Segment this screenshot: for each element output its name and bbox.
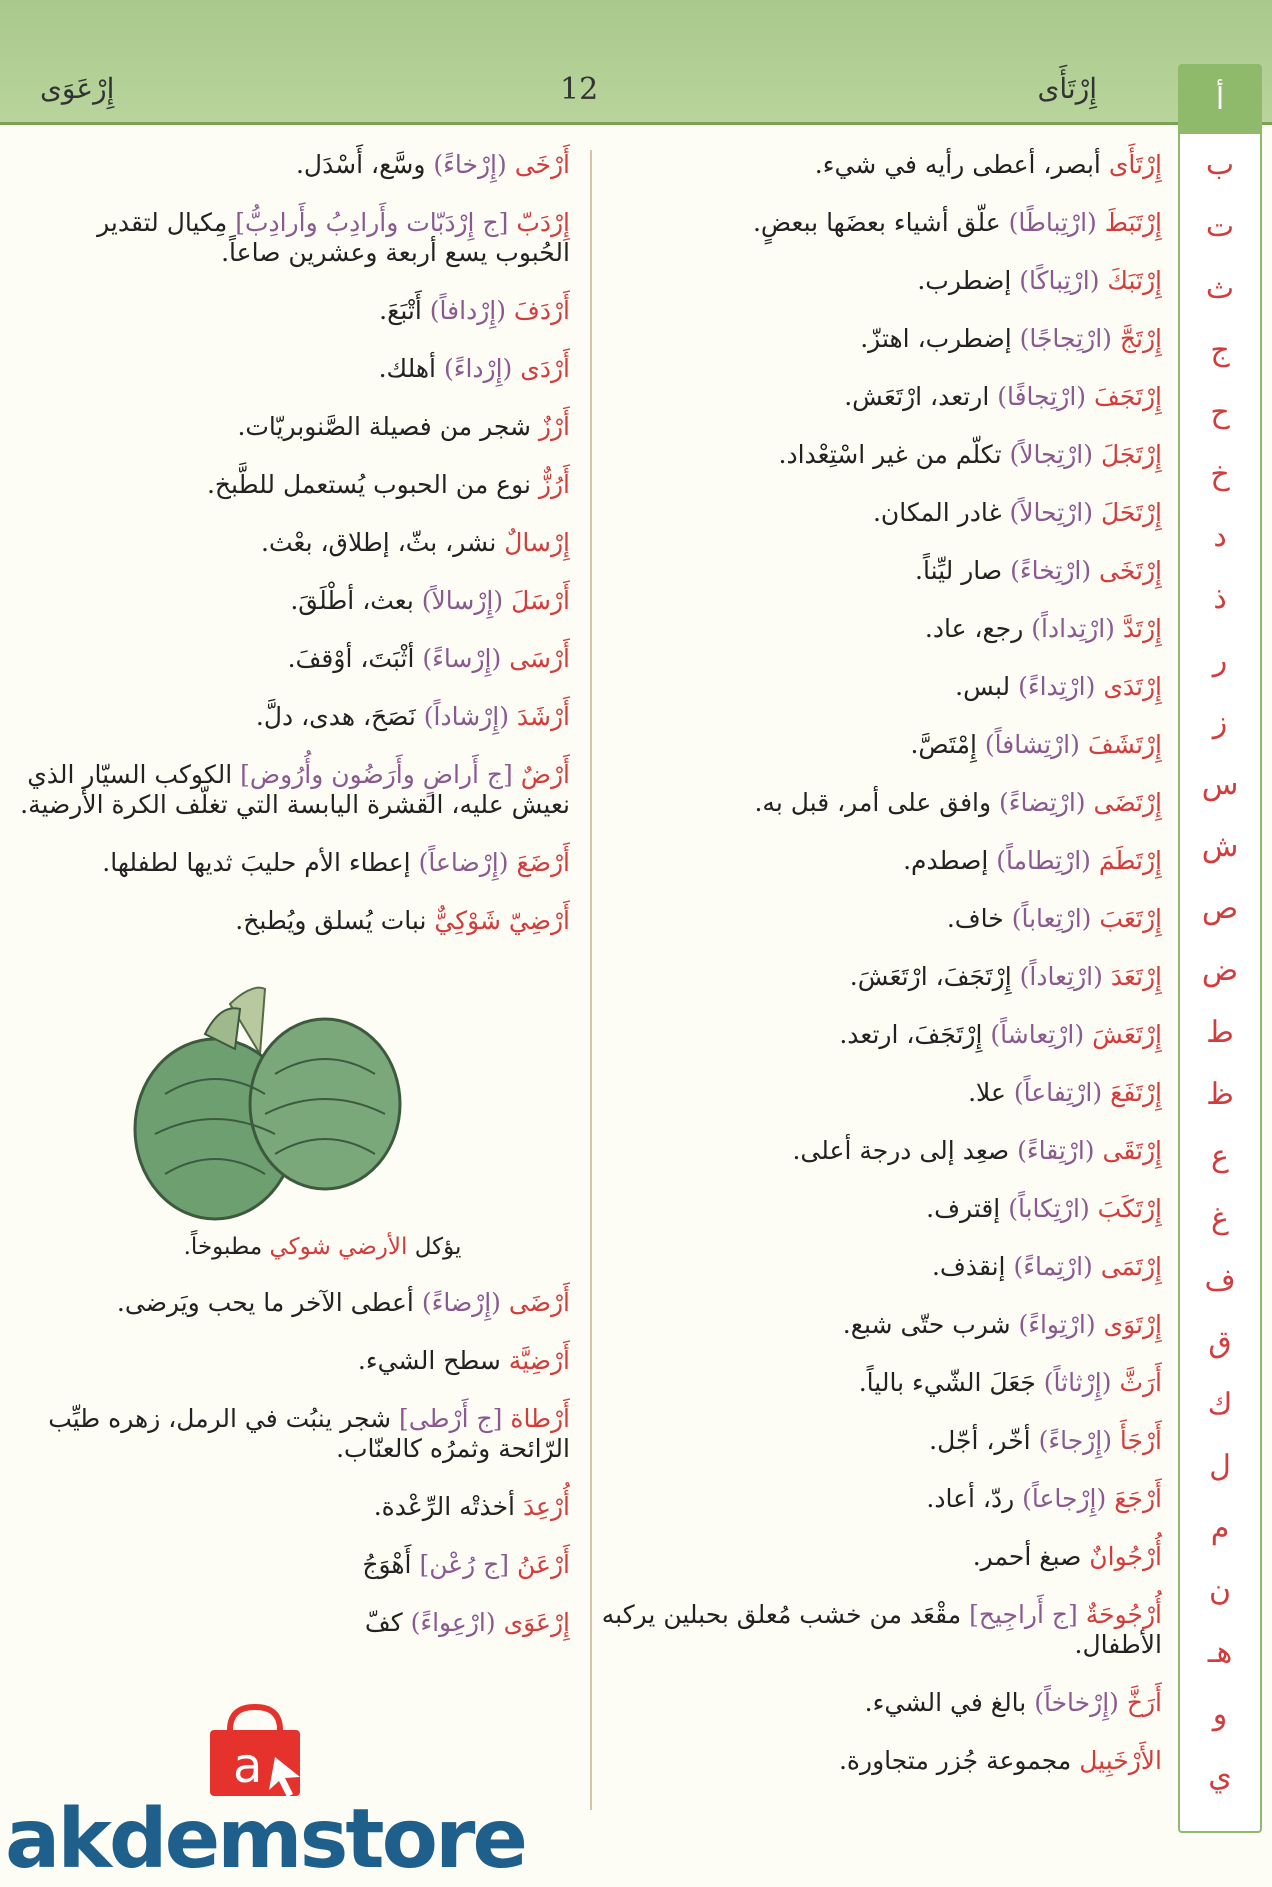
entry-definition: شجر ينبُت في الرمل، زهره طيِّب الرّائحة وثمرُه كالعنّاب.: [48, 1404, 570, 1463]
entry-masdar: (ارْتِجالاً): [1009, 440, 1093, 469]
alphabet-letter-tab[interactable]: ف: [1204, 1263, 1236, 1298]
entry-masdar: (ارْتِطاماً): [996, 846, 1091, 875]
entry-definition: مجموعة جُزر متجاورة.: [838, 1746, 1072, 1775]
dictionary-entry: [572, 556, 1162, 586]
alphabet-letter-tab[interactable]: ح: [1210, 395, 1230, 430]
dictionary-entry: [572, 1136, 1162, 1166]
entry-definition: صار ليِّناً.: [915, 556, 1003, 585]
dictionary-entry: [15, 470, 570, 500]
figure-caption: [75, 1234, 570, 1260]
dictionary-entry: [572, 1426, 1162, 1456]
entry-masdar: (ارْتِواءً): [1018, 1310, 1096, 1339]
alphabet-letter-tab[interactable]: س: [1201, 767, 1239, 802]
dictionary-entry: [15, 528, 570, 558]
caption-highlight: الأرضي شوكي: [269, 1234, 408, 1260]
entry-masdar: [ج أَراجِيح]: [969, 1600, 1078, 1629]
entry-definition: ردّ، أعاد.: [926, 1484, 1015, 1513]
alphabet-letter-tab[interactable]: ج: [1210, 333, 1230, 368]
dictionary-entry: [572, 1194, 1162, 1224]
dictionary-entry: [15, 1288, 570, 1318]
entry-definition: سطح الشيء.: [357, 1346, 501, 1375]
entry-masdar: (ارْعِواءً): [410, 1608, 496, 1637]
dictionary-entry: [572, 1688, 1162, 1718]
entry-headword: أَرْسَلَ: [511, 586, 570, 615]
entry-headword: إِرْعَوَى: [503, 1608, 570, 1637]
dictionary-entry: [572, 904, 1162, 934]
entry-headword: أُرْجُوحَةٌ: [1085, 1600, 1162, 1629]
alphabet-letter-tab[interactable]: د: [1213, 519, 1227, 554]
dictionary-entry: [572, 1252, 1162, 1282]
entry-masdar: (ارْتِجاجًا): [1019, 324, 1112, 353]
entry-definition: كفّ: [364, 1608, 403, 1637]
entry-headword: أَرْدَى: [520, 354, 570, 383]
svg-text:a: a: [233, 1738, 263, 1794]
entry-headword: إِرْتَضَى: [1093, 788, 1162, 817]
entry-definition: نبات يُسلق ويُطبخ.: [235, 906, 427, 935]
entry-definition: إقترف.: [926, 1194, 1001, 1223]
cart-logo-icon: [205, 1702, 315, 1802]
dictionary-entry: [572, 1600, 1162, 1660]
alphabet-letter-tab[interactable]: ق: [1208, 1325, 1232, 1360]
entry-definition: نَصَحَ، هدى، دلَّ.: [255, 702, 416, 731]
dictionary-entry: [572, 208, 1162, 238]
alphabet-letter-tab[interactable]: ص: [1201, 891, 1239, 926]
entry-headword: إِرْتَمَى: [1100, 1252, 1162, 1281]
entry-definition: نشر، بثّ، إطلاق، بعْث.: [261, 528, 497, 557]
entry-definition: رجع، عاد.: [924, 614, 1024, 643]
entry-headword: إِرْدَبّ: [516, 208, 570, 237]
entry-definition: تكلّم من غير اسْتِعْداد.: [778, 440, 1002, 469]
entry-headword: أَرْدَفَ: [513, 296, 570, 325]
caption-text-start: يؤكل: [414, 1234, 462, 1260]
entry-definition: أخّر، أجّل.: [929, 1426, 1031, 1455]
alphabet-letter-tab[interactable]: ع: [1211, 1139, 1229, 1174]
dictionary-entry: [15, 1550, 570, 1580]
entry-definition: ارتعد، ارْتَعَش.: [844, 382, 990, 411]
entry-masdar: (إِرْخاخاً): [1034, 1688, 1119, 1717]
entry-masdar: (إِرْسالاً): [421, 586, 504, 615]
alphabet-letter-tab[interactable]: ض: [1201, 953, 1239, 988]
entry-definition: خاف.: [946, 904, 1004, 933]
entry-masdar: (ارْتِعاداً): [1019, 962, 1103, 991]
entry-headword: إِرْتَجَفَ: [1094, 382, 1162, 411]
dictionary-entry: [15, 848, 570, 878]
entry-headword: إِرْتَخَى: [1099, 556, 1162, 585]
entry-definition: أثْبَتَ، أوْقفَ.: [287, 644, 415, 673]
alphabet-letter-tab[interactable]: خ: [1210, 457, 1230, 492]
entry-headword: إِرْتَبَطَ: [1104, 208, 1162, 237]
dictionary-entry: [15, 702, 570, 732]
entry-headword: إِرْتَبَكَ: [1107, 266, 1162, 295]
entry-definition: إِرْتَجَفَ، ارْتَعَشَ.: [849, 962, 1012, 991]
alphabet-letter-tab[interactable]: ب: [1205, 147, 1235, 182]
entry-headword: أَرْضَى: [508, 1288, 570, 1317]
entry-headword: إِرْتَجَلَ: [1100, 440, 1162, 469]
entry-headword: إِرْتَوَى: [1103, 1310, 1162, 1339]
alphabet-letter-tab[interactable]: هـ: [1207, 1635, 1233, 1670]
entry-masdar: (ارْتِعاشاً): [990, 1020, 1085, 1049]
dictionary-entry: [15, 906, 570, 936]
alphabet-letter-tab[interactable]: ت: [1205, 209, 1235, 244]
entry-headword: أَرْشَدَ: [516, 702, 570, 731]
entry-headword: أَرْجَأَ: [1119, 1426, 1162, 1455]
entry-masdar: (ارْتِحالاً): [1009, 498, 1093, 527]
entry-masdar: [ج أَراضٍ وأَرَضُون وأُرُوض]: [240, 760, 513, 789]
entry-masdar: (ارْتِقاءً): [1017, 1136, 1095, 1165]
entry-masdar: (ارْتِكاباً): [1008, 1194, 1090, 1223]
entry-headword: إِرْسالٌ: [504, 528, 570, 557]
entry-headword: إِرْتَطَمَ: [1098, 846, 1162, 875]
entry-masdar: (ارْتِعاباً): [1011, 904, 1092, 933]
entry-masdar: [ج رُعْن]: [419, 1550, 510, 1579]
alphabet-letter-tab[interactable]: ش: [1201, 829, 1239, 864]
entry-masdar: (ارْتِفاعاً): [1013, 1078, 1103, 1107]
dictionary-entry: [572, 440, 1162, 470]
dictionary-entry: [15, 412, 570, 442]
entry-definition: أخذتْه الرِّعْدة.: [373, 1492, 515, 1521]
entry-definition: إنقذف.: [931, 1252, 1006, 1281]
entry-masdar: (ارْتِضاءً): [999, 788, 1086, 817]
dictionary-entry: [572, 324, 1162, 354]
dictionary-entry: [572, 1310, 1162, 1340]
alphabet-letter-tab[interactable]: ط: [1206, 1015, 1234, 1050]
entry-masdar: (إِرْثاثاً): [1043, 1368, 1112, 1397]
entry-headword: إِرْتَعَبَ: [1099, 904, 1162, 933]
dictionary-entry: [15, 760, 570, 820]
entry-headword: أَرْضِيَّة: [508, 1346, 570, 1375]
entry-definition: لبس.: [955, 672, 1011, 701]
header-band: [0, 0, 1272, 125]
entry-masdar: (إِرْداءً): [443, 354, 513, 383]
alphabet-letter-tab[interactable]: ل: [1209, 1449, 1231, 1484]
entry-headword: إِرْتَدَّ: [1122, 614, 1162, 643]
dictionary-entry: [572, 498, 1162, 528]
entry-definition: وافق على أمر، قبل به.: [754, 788, 992, 817]
entry-masdar: (ارْتِداداً): [1031, 614, 1115, 643]
entry-masdar: (إِرْجاعاً): [1022, 1484, 1107, 1513]
entry-masdar: (ارْتِماءً): [1013, 1252, 1093, 1281]
dictionary-entry: [572, 962, 1162, 992]
brand-watermark: akdemstore: [5, 1792, 526, 1887]
dictionary-entry: [572, 1484, 1162, 1514]
header-guide-word-last: إِرْعَوَى: [40, 72, 115, 105]
entry-masdar: (إِرْدافاً): [429, 296, 506, 325]
entry-definition: علا.: [968, 1078, 1006, 1107]
entry-headword: أَرَخَّ: [1126, 1688, 1162, 1717]
dictionary-entry: [15, 644, 570, 674]
artichoke-illustration: [15, 964, 570, 1234]
left-column: [15, 150, 570, 1666]
caption-text-end: مطبوخاً.: [183, 1234, 263, 1260]
entry-definition: بالغ في الشيء.: [864, 1688, 1027, 1717]
entry-definition: وسَّع، أَسْدَل.: [295, 150, 426, 179]
entry-headword: الأَرْخَبِيل: [1079, 1746, 1162, 1775]
alphabet-index: [1178, 64, 1262, 1833]
entry-definition: أعطى الآخر ما يحب ويَرضى.: [116, 1288, 414, 1317]
entry-definition: مِكيال لتقدير الحُبوب يسع أربعة وعشرين صاعاً.: [97, 208, 570, 267]
entry-definition: مقْعَد من خشب مُعلق بحبلين يركبه الأطفال.: [601, 1600, 1162, 1659]
entry-masdar: (ارْتِداءً): [1018, 672, 1096, 701]
entry-masdar: (إِرْجاءً): [1038, 1426, 1112, 1455]
entry-masdar: (ارْتِباطًا): [1008, 208, 1097, 237]
entry-definition: إِرْتَجَفَ، ارتعد.: [839, 1020, 983, 1049]
entry-definition: إِمْتَصَّ.: [910, 730, 977, 759]
entry-headword: أُرْجُوانٌ: [1089, 1542, 1162, 1571]
entry-masdar: (ارْتِباكًا): [1019, 266, 1100, 295]
entry-headword: أَرُزٌّ: [538, 470, 570, 499]
dictionary-entry: [572, 1368, 1162, 1398]
entry-headword: أُرْعِدَ: [522, 1492, 570, 1521]
entry-definition: إصطدم.: [903, 846, 989, 875]
entry-masdar: [ج أَرْطى]: [399, 1404, 503, 1433]
entry-masdar: (إِرْخاءً): [433, 150, 507, 179]
entry-definition: إعطاء الأم حليبَ ثديها لطفلها.: [102, 848, 411, 877]
entry-masdar: [ج إِرْدَبّات وأَرادِبُ وأَرادِبُّ]: [235, 208, 509, 237]
entry-headword: إِرْتَقَى: [1102, 1136, 1162, 1165]
alphabet-letter-tab[interactable]: ي: [1208, 1759, 1232, 1794]
alphabet-letter-tab[interactable]: ث: [1205, 271, 1235, 306]
entry-definition: غادر المكان.: [872, 498, 1002, 527]
entry-headword: أَرْعَنُ: [517, 1550, 570, 1579]
entry-masdar: (إِرْساءً): [422, 644, 502, 673]
entry-definition: شرب حتّى شبع.: [842, 1310, 1011, 1339]
entry-headword: أَرْجَعَ: [1114, 1484, 1162, 1513]
entry-definition: شجر من فصيلة الصَّنوبريّات.: [237, 412, 531, 441]
entry-headword: أَرَثَّ: [1119, 1368, 1162, 1397]
entry-masdar: (إِرْضاعاً): [418, 848, 509, 877]
alphabet-letter-tab[interactable]: ك: [1207, 1387, 1233, 1422]
entry-headword: إِرْتَدَى: [1103, 672, 1162, 701]
entry-definition: صعِد إلى درجة أعلى.: [792, 1136, 1010, 1165]
alphabet-letter-tab[interactable]: م: [1210, 1511, 1230, 1546]
entry-definition: أَتْبَعَ.: [379, 296, 422, 325]
entry-masdar: (إِرْشاداً): [423, 702, 509, 731]
entry-definition: أبصر، أعطى رأيه في شيء.: [814, 150, 1101, 179]
dictionary-entry: [572, 614, 1162, 644]
dictionary-entry: [572, 730, 1162, 760]
dictionary-entry: [15, 586, 570, 616]
dictionary-entry: [572, 846, 1162, 876]
right-column: [572, 150, 1162, 1804]
dictionary-entry: [15, 1404, 570, 1464]
dictionary-entry: [572, 150, 1162, 180]
entry-definition: الكوكب السيّار الذي نعيش عليه، القشرة اليابسة التي تغلّف الكرة الأرضية.: [20, 760, 570, 819]
page-number: 12: [560, 72, 599, 107]
dictionary-entry: [572, 1078, 1162, 1108]
entry-masdar: (ارْتِجافًا): [997, 382, 1087, 411]
entry-masdar: (ارْتِخاءً): [1010, 556, 1092, 585]
dictionary-entry: [572, 788, 1162, 818]
dictionary-entry: [15, 1492, 570, 1522]
dictionary-entry: [15, 1346, 570, 1376]
entry-headword: إِرْتَأَى: [1108, 150, 1162, 179]
alphabet-letter-tab[interactable]: ن: [1208, 1573, 1232, 1608]
entry-headword: أَرْخَى: [514, 150, 570, 179]
dictionary-entry: [572, 1542, 1162, 1572]
entry-definition: علّق أشياء بعضَها ببعضٍ.: [752, 208, 1001, 237]
entry-definition: أَهْوَجُ: [362, 1550, 412, 1579]
alphabet-letter-tab[interactable]: غ: [1211, 1201, 1229, 1236]
entry-definition: صبغ أحمر.: [972, 1542, 1082, 1571]
dictionary-entry: [15, 150, 570, 180]
entry-definition: نوع من الحبوب يُستعمل للطَّبخ.: [206, 470, 531, 499]
dictionary-entry: [572, 1020, 1162, 1050]
alphabet-current-letter[interactable]: أ: [1180, 66, 1260, 134]
dictionary-entry: [572, 266, 1162, 296]
header-guide-word-first: إِرْتَأَى: [1037, 72, 1097, 105]
entry-headword: إِرْتَعَشَ: [1092, 1020, 1162, 1049]
entry-headword: إِرْتَحَلَ: [1100, 498, 1162, 527]
dictionary-entry: [572, 672, 1162, 702]
entry-headword: أَرْضٌ: [520, 760, 570, 789]
dictionary-entry: [15, 1608, 570, 1638]
entry-headword: إِرْتَعَدَ: [1110, 962, 1162, 991]
alphabet-letter-tab[interactable]: و: [1212, 1697, 1228, 1732]
entry-headword: إِرْتَشَفَ: [1087, 730, 1162, 759]
entry-definition: إضطرب.: [917, 266, 1012, 295]
entry-definition: جَعَلَ الشّيء بالياً.: [858, 1368, 1036, 1397]
dictionary-entry: [572, 1746, 1162, 1776]
entry-masdar: (ارْتِشافاً): [984, 730, 1080, 759]
entry-headword: أَرْسَى: [509, 644, 570, 673]
entry-headword: إِرْتَكَبَ: [1097, 1194, 1162, 1223]
entry-definition: إضطرب، اهتزّ.: [860, 324, 1012, 353]
entry-headword: أَرْطاة: [510, 1404, 570, 1433]
dictionary-entry: [572, 382, 1162, 412]
dictionary-entry: [15, 296, 570, 326]
entry-headword: أَرْزٌ: [538, 412, 570, 441]
alphabet-letter-tab[interactable]: ر: [1212, 643, 1228, 678]
entry-definition: أهلك.: [378, 354, 436, 383]
entry-headword: إِرْتَجَّ: [1119, 324, 1162, 353]
dictionary-entry: [15, 354, 570, 384]
entry-headword: إِرْتَفَعَ: [1110, 1078, 1162, 1107]
alphabet-letter-tab[interactable]: ذ: [1213, 581, 1227, 616]
entry-headword: أَرْضَعَ: [516, 848, 570, 877]
alphabet-letter-tab[interactable]: ز: [1212, 705, 1228, 740]
entry-headword: أَرْضِيّ شَوْكِيٌّ: [434, 906, 570, 935]
dictionary-entry: [15, 208, 570, 268]
entry-definition: بعث، أطْلَقَ.: [290, 586, 414, 615]
entry-masdar: (إِرْضاءً): [421, 1288, 501, 1317]
alphabet-letter-tab[interactable]: ظ: [1206, 1077, 1234, 1112]
